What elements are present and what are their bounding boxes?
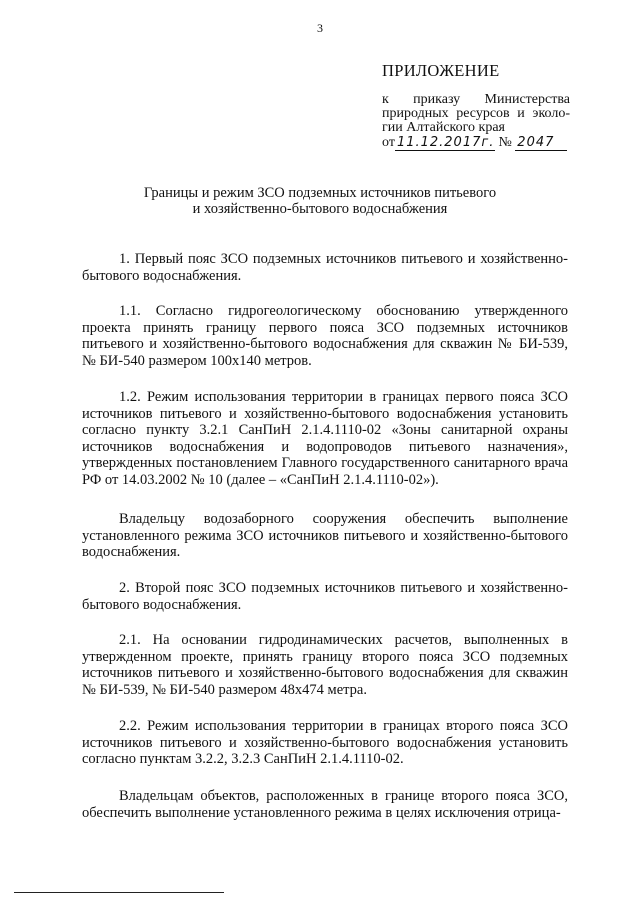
footer-divider bbox=[14, 892, 224, 893]
paragraph-1-2: 1.2. Режим использования территории в границах первого пояса ЗСО источников питьевого и хозяйственно-бытового водоснабжения установить согласно пункту 3.2.1 СанПиН 2.1.4.1110-02 «Зоны санитарной охраны источников водоснабжения и водопроводов питьевого назначения», утвержденных постановлением Главного государственного санитарного врача РФ от 14.03.2002 № 10 (далее – «СанПиН 2.1.4.1110-02»). bbox=[82, 389, 568, 488]
number-label: № bbox=[498, 135, 512, 150]
appendix-ref-line-3: гии Алтайского края bbox=[382, 120, 505, 135]
title-line-2: и хозяйственно-бытового водоснабжения bbox=[192, 201, 448, 217]
appendix-date-line bbox=[382, 136, 570, 154]
order-number: 2047 bbox=[515, 136, 567, 151]
paragraph-2-2: 2.2. Режим использования территории в границах второго пояса ЗСО источников питьевого и хозяйственно-бытового водоснабжения установить согласно пунктам 3.2.2, 3.2.3 СанПиН 2.1.4.1110-02. bbox=[82, 718, 568, 767]
appendix-block bbox=[382, 61, 570, 154]
date-prefix: от bbox=[382, 135, 395, 150]
paragraph-2: 2. Второй пояс ЗСО подземных источников питьевого и хозяйственно-бытового водоснабжения. bbox=[82, 580, 568, 613]
paragraph-owners-2: Владельцам объектов, расположенных в границе второго пояса ЗСО, обеспечить выполнение установленного режима в целях исключения отрица- bbox=[82, 788, 568, 821]
paragraph-1-1: 1.1. Согласно гидрогеологическому обоснованию утвержденного проекта принять границу первого пояса ЗСО подземных источников питьевого и хозяйственно-бытового водоснабжения для скважин № БИ-539, № БИ-540 размером 100х140 метров. bbox=[82, 303, 568, 369]
document-title bbox=[0, 185, 640, 217]
paragraph-1: 1. Первый пояс ЗСО подземных источников питьевого и хозяйственно-бытового водоснабжения. bbox=[82, 251, 568, 284]
paragraph-owner-1: Владельцу водозаборного сооружения обеспечить выполнение установленного режима ЗСО источников питьевого и хозяйственно-бытового водоснабжения. bbox=[82, 511, 568, 560]
title-line-1: Границы и режим ЗСО подземных источников питьевого bbox=[143, 185, 497, 201]
appendix-ref-line-2: природных ресурсов и эколо- bbox=[382, 106, 570, 121]
date-value: 11.12.2017г. bbox=[396, 135, 495, 150]
appendix-ref-line-1: к приказу Министерства bbox=[382, 92, 570, 107]
paragraph-2-1: 2.1. На основании гидродинамических расчетов, выполненных в утвержденном проекте, принять границу второго пояса ЗСО подземных источников питьевого и хозяйственно-бытового водоснабжения для скважин № БИ-539, № БИ-540 размером 48х474 метра. bbox=[82, 632, 568, 698]
page-number: 3 bbox=[317, 21, 323, 35]
appendix-title: ПРИЛОЖЕНИЕ bbox=[382, 61, 500, 80]
